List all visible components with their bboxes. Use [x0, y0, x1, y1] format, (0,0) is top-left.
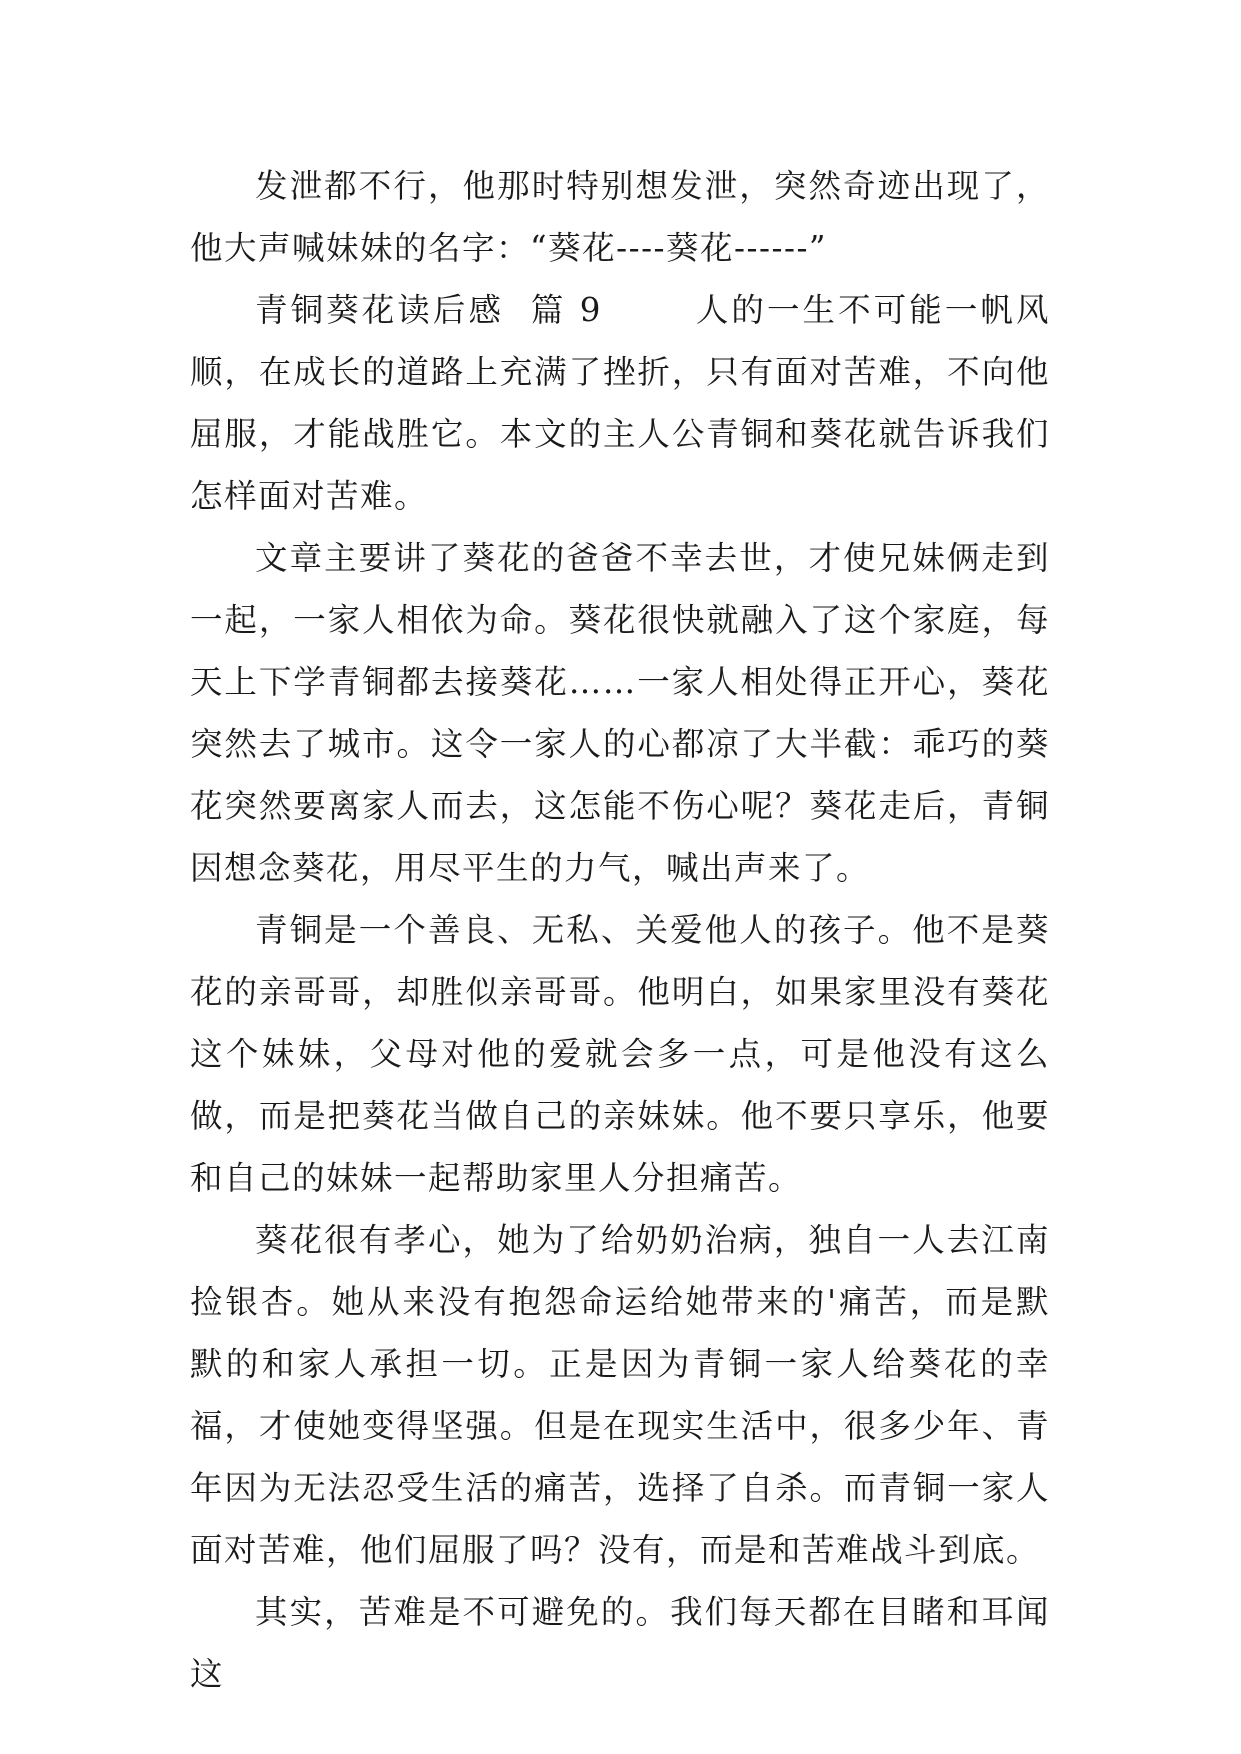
- paragraph: 其实，苦难是不可避免的。我们每天都在目睹和耳闻这: [190, 1593, 1050, 1693]
- paragraph: 发泄都不行，他那时特别想发泄，突然奇迹出现了，他大声喊妹妹的名字：“葵花----葵花------”: [190, 167, 1050, 267]
- document-body: [190, 155, 1050, 1705]
- paragraph: 葵花很有孝心，她为了给奶奶治病，独自一人去江南捡银杏。她从来没有抱怨命运给她带来的'痛苦，而是默默的和家人承担一切。正是因为青铜一家人给葵花的幸福，才使她变得坚强。但是在现实生活中，很多少年、青年因为无法忍受生活的痛苦，选择了自杀。而青铜一家人面对苦难，他们屈服了吗？没有，而是和苦难战斗到底。: [190, 1221, 1050, 1569]
- paragraph: 文章主要讲了葵花的爸爸不幸去世，才使兄妹俩走到一起，一家人相依为命。葵花很快就融入了这个家庭，每天上下学青铜都去接葵花……一家人相处得正开心，葵花突然去了城市。这令一家人的心都凉了大半截：乖巧的葵花突然要离家人而去，这怎能不伤心呢？葵花走后，青铜因想念葵花，用尽平生的力气，喊出声来了。: [190, 539, 1050, 887]
- paragraph: 青铜葵花读后感 篇 9 人的一生不可能一帆风顺，在成长的道路上充满了挫折，只有面对苦难，不向他屈服，才能战胜它。本文的主人公青铜和葵花就告诉我们怎样面对苦难。: [190, 291, 1050, 515]
- paragraph: 青铜是一个善良、无私、关爱他人的孩子。他不是葵花的亲哥哥，却胜似亲哥哥。他明白，如果家里没有葵花这个妹妹，父母对他的爱就会多一点，可是他没有这么做，而是把葵花当做自己的亲妹妹。他不要只享乐，他要和自己的妹妹一起帮助家里人分担痛苦。: [190, 911, 1050, 1197]
